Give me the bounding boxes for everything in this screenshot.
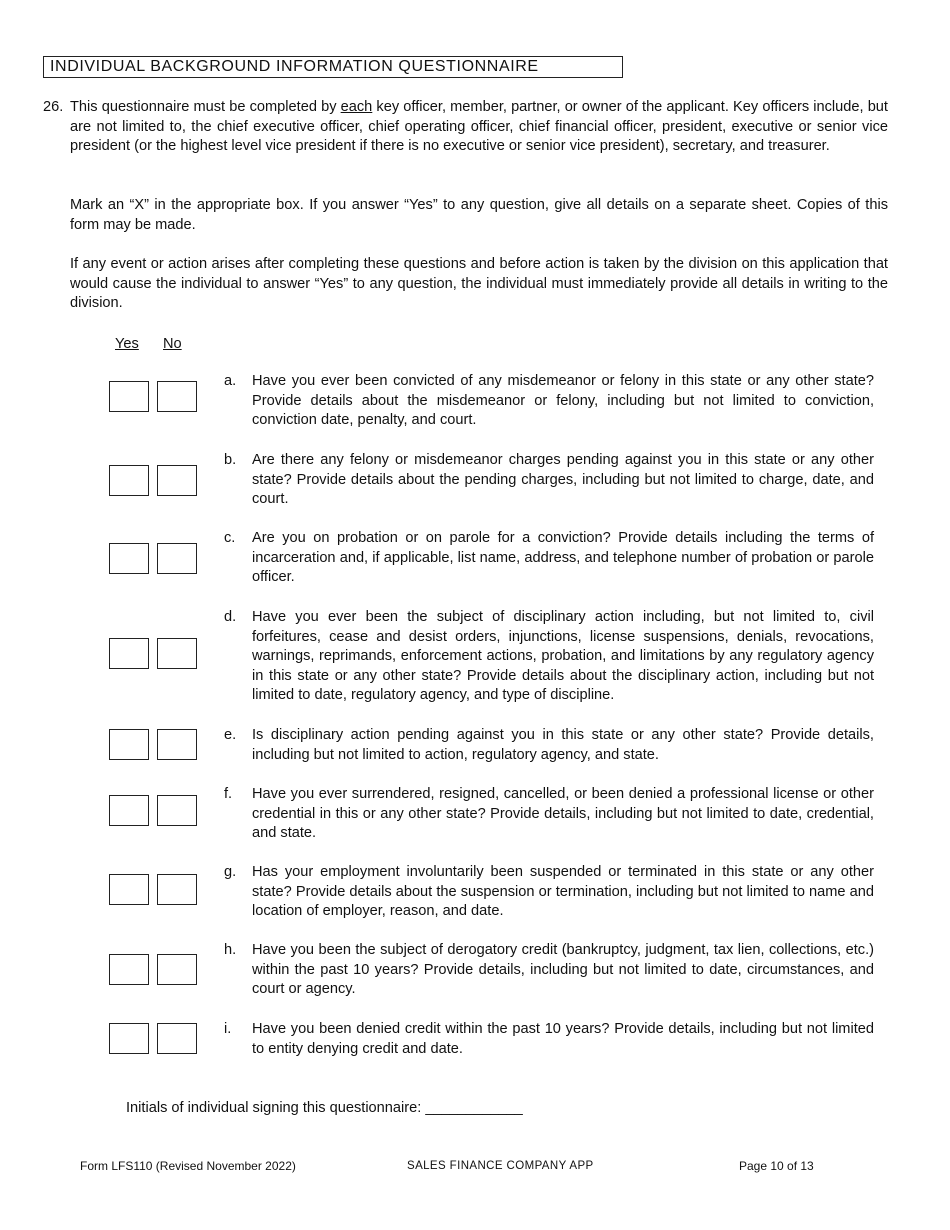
intro-paragraph-1 xyxy=(70,98,888,157)
question-text: Is disciplinary action pending against you in this state or any other state? Provide details, including but not limited to action, regulatory agency, and state. xyxy=(252,727,874,763)
intro-p1-emphasis: each xyxy=(340,99,373,115)
yes-checkbox[interactable] xyxy=(109,381,149,412)
question-letter: a. xyxy=(224,373,237,389)
question-text: Has your employment involuntarily been suspended or terminated in this state or any other state? Provide details about the suspension or termination, including but not limited to name and location of employer, reason, and date. xyxy=(252,864,874,920)
no-checkbox[interactable] xyxy=(157,638,197,669)
intro-p1-lead: This questionnaire must be completed by xyxy=(70,99,341,115)
question-letter: g. xyxy=(224,864,237,880)
intro-paragraph-3: If any event or action arises after completing these questions and before action is taken by the division on this application that would cause the individual to answer “Yes” to any question, the individual must immediately provide all details in writing to the division. xyxy=(70,256,888,312)
question-letter: c. xyxy=(224,530,236,546)
no-checkbox[interactable] xyxy=(157,729,197,760)
footer-title: SALES FINANCE COMPANY APP xyxy=(407,1160,594,1172)
question-text: Are you on probation or on parole for a conviction? Provide details including the terms of incarceration and, if applicable, list name, address, and telephone number of probation or parole officer. xyxy=(252,530,874,586)
yes-checkbox[interactable] xyxy=(109,1023,149,1054)
no-checkbox[interactable] xyxy=(157,543,197,574)
intro-paragraph-2: Mark an “X” in the appropriate box. If you answer “Yes” to any question, give all details on a separate sheet. Copies of this form may be made. xyxy=(70,197,888,233)
question-text: Have you ever surrendered, resigned, cancelled, or been denied a professional license or other credential in this or any other state? Provide details, including but not limited to date, credential, and state. xyxy=(252,786,874,842)
question-text: Have you ever been convicted of any misdemeanor or felony in this state or any other state? Provide details about the misdemeanor or felony, including but not limited to conviction, conviction date, penalty, and court. xyxy=(252,373,874,429)
yes-checkbox[interactable] xyxy=(109,543,149,574)
yes-checkbox[interactable] xyxy=(109,465,149,496)
yes-checkbox[interactable] xyxy=(109,638,149,669)
question-letter: i. xyxy=(224,1021,232,1037)
question-text: Have you been the subject of derogatory credit (bankruptcy, judgment, tax lien, collections, etc.) within the past 10 years? Provide details, including but not limited to date, circumstances, and court or agency. xyxy=(252,942,874,998)
question-letter: b. xyxy=(224,452,237,468)
question-text: Have you been denied credit within the past 10 years? Provide details, including but not limited to entity denying credit and date. xyxy=(252,1021,874,1057)
question-text: Are there any felony or misdemeanor charges pending against you in this state or any other state? Provide details about the pending charges, including but not limited to charge, date, and court. xyxy=(252,452,874,508)
question-letter: e. xyxy=(224,727,237,743)
initials-line[interactable]: Initials of individual signing this questionnaire: ____________ xyxy=(126,1100,523,1116)
no-checkbox[interactable] xyxy=(157,465,197,496)
question-letter: f. xyxy=(224,786,233,802)
section-title: INDIVIDUAL BACKGROUND INFORMATION QUESTIONNAIRE xyxy=(43,56,623,78)
no-checkbox[interactable] xyxy=(157,381,197,412)
yes-column-header: Yes xyxy=(115,336,139,352)
yes-checkbox[interactable] xyxy=(109,795,149,826)
yes-checkbox[interactable] xyxy=(109,729,149,760)
footer-form-id: Form LFS110 (Revised November 2022) xyxy=(80,1159,296,1173)
yes-checkbox[interactable] xyxy=(109,874,149,905)
no-checkbox[interactable] xyxy=(157,1023,197,1054)
question-letter: d. xyxy=(224,609,237,625)
intro-p1-rest: key officer, member, partner, or owner of the applicant. Key officers include, but are not limited to, the chief executive officer, chief operating officer, chief financial officer, president, executive or senior vice president (or the highest level vice president if there is no executive or senior vice president), secretary, and treasurer. xyxy=(70,99,888,155)
question-number: 26. xyxy=(43,99,64,115)
yes-checkbox[interactable] xyxy=(109,954,149,985)
footer-page-number: Page 10 of 13 xyxy=(739,1159,814,1173)
no-checkbox[interactable] xyxy=(157,954,197,985)
no-checkbox[interactable] xyxy=(157,874,197,905)
question-text: Have you ever been the subject of disciplinary action including, but not limited to, civil forfeitures, cease and desist orders, injunctions, license suspensions, denials, revocations, warnings, reprimands, enforcement actions, probation, and limitations by any regulatory agency in this state or any other state? Provide details about the disciplinary action, including but not limited to date, regulatory agency, and type of discipline. xyxy=(252,609,874,704)
no-checkbox[interactable] xyxy=(157,795,197,826)
no-column-header: No xyxy=(163,336,182,352)
question-letter: h. xyxy=(224,942,237,958)
